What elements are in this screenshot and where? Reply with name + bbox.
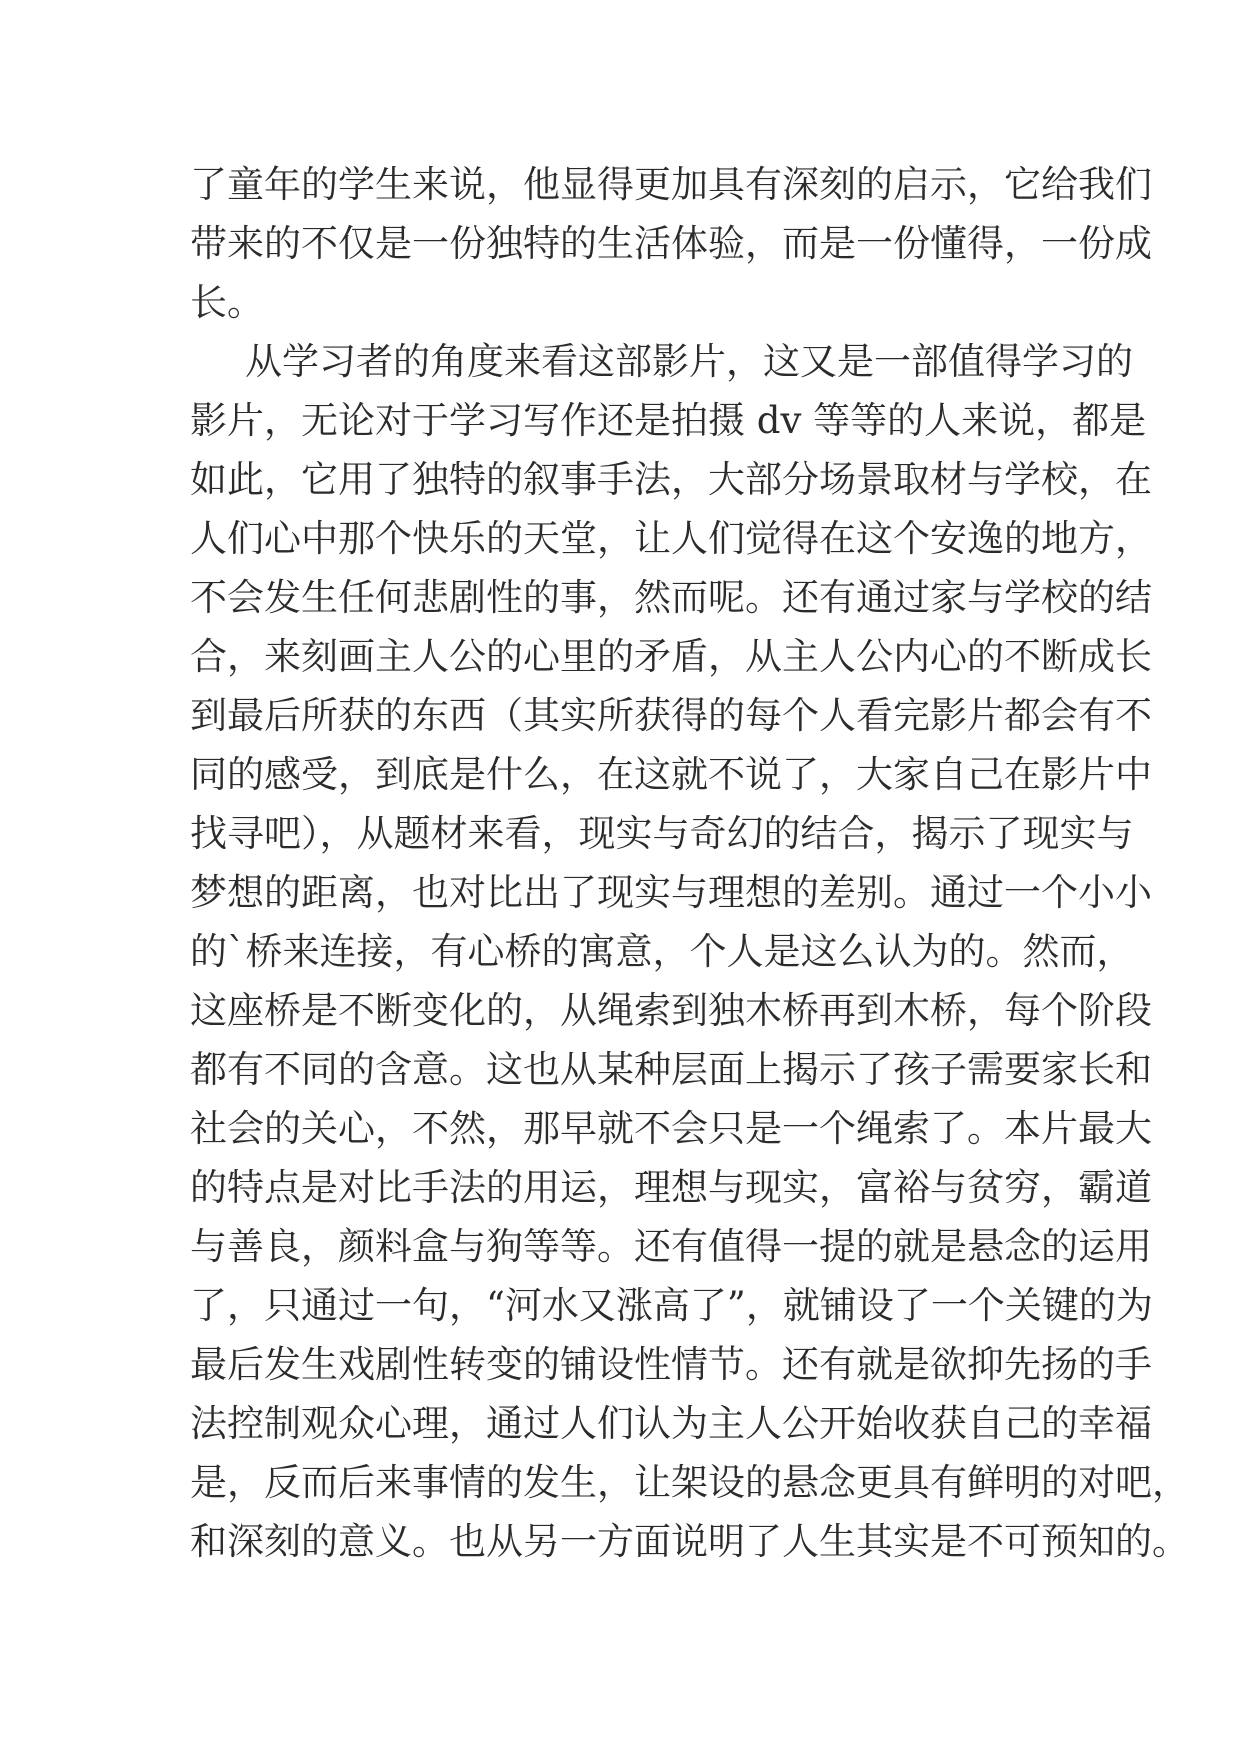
text-line: 的`桥来连接，有心桥的寓意，个人是这么认为的。然而， (190, 930, 1134, 973)
text-line: 了，只通过一句，“河水又涨高了”，就铺设了一个关键的为 (190, 1284, 1153, 1327)
text-line: 这座桥是不断变化的，从绳索到独木桥再到木桥，每个阶段 (190, 989, 1152, 1032)
text-line: 同的感受，到底是什么，在这就不说了，大家自己在影片中 (190, 753, 1152, 796)
text-line: 不会发生任何悲剧性的事，然而呢。还有通过家与学校的结 (190, 576, 1152, 619)
text-line: 长。 (190, 281, 264, 324)
text-line: 了童年的学生来说，他显得更加具有深刻的启示，它给我们 (190, 163, 1152, 206)
text-line: 法控制观众心理，通过人们认为主人公开始收获自己的幸福 (190, 1402, 1152, 1445)
text-line: 人们心中那个快乐的天堂，让人们觉得在这个安逸的地方， (190, 517, 1152, 560)
text-line: 都有不同的含意。这也从某种层面上揭示了孩子需要家长和 (190, 1048, 1152, 1091)
text-line: 到最后所获的东西（其实所获得的每个人看完影片都会有不 (190, 694, 1152, 737)
paragraph-first-line: 从学习者的角度来看这部影片，这又是一部值得学习的 (245, 340, 1133, 383)
text-line: 与善良，颜料盒与狗等等。还有值得一提的就是悬念的运用 (190, 1225, 1152, 1268)
text-line: 影片，无论对于学习写作还是拍摄 dv 等等的人来说，都是 (190, 399, 1147, 442)
text-line: 是，反而后来事情的发生，让架设的悬念更具有鲜明的对吧， (190, 1461, 1189, 1504)
text-line: 和深刻的意义。也从另一方面说明了人生其实是不可预知的。 (190, 1520, 1189, 1563)
text-line: 梦想的距离，也对比出了现实与理想的差别。通过一个小小 (190, 871, 1152, 914)
text-line: 找寻吧），从题材来看，现实与奇幻的结合，揭示了现实与 (190, 812, 1134, 855)
body-text (190, 155, 1189, 1571)
text-line: 社会的关心，不然，那早就不会只是一个绳索了。本片最大 (190, 1107, 1152, 1150)
text-line: 带来的不仅是一份独特的生活体验，而是一份懂得，一份成 (190, 222, 1152, 265)
text-line: 合，来刻画主人公的心里的矛盾，从主人公内心的不断成长 (190, 635, 1152, 678)
text-line: 如此，它用了独特的叙事手法，大部分场景取材与学校，在 (190, 458, 1152, 501)
text-line: 最后发生戏剧性转变的铺设性情节。还有就是欲抑先扬的手 (190, 1343, 1152, 1386)
text-line: 的特点是对比手法的用运，理想与现实，富裕与贫穷，霸道 (190, 1166, 1152, 1209)
